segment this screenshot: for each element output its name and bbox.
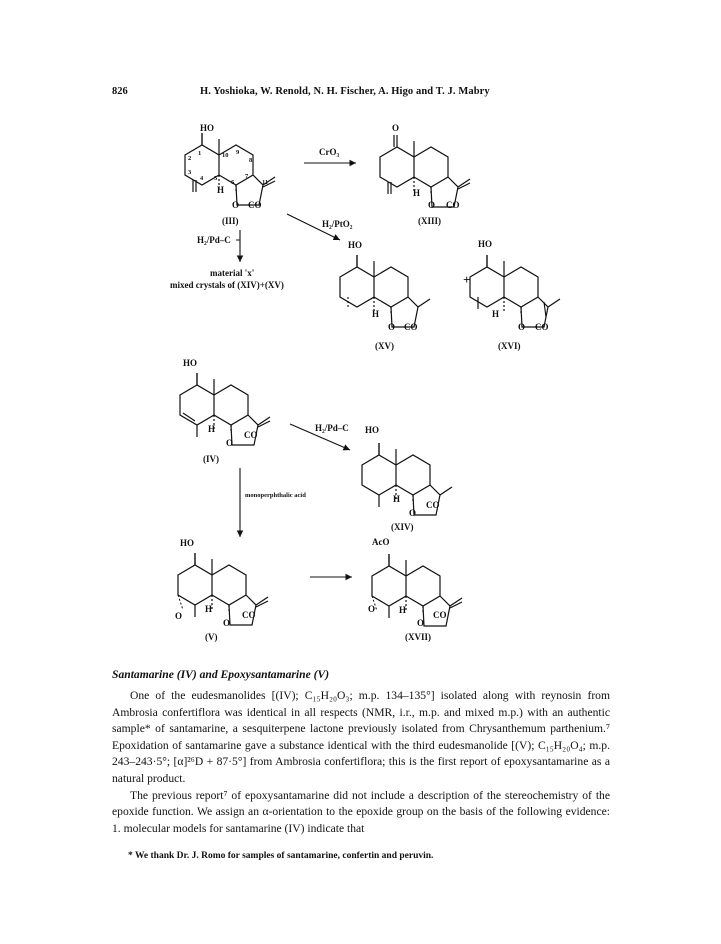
paragraph-1: One of the eudesmanolides [(IV); C₁₅H₂₀O₃; m.p. 134–135°] isolated along with reynosin from Ambrosia confertiflora was identical in all respects (NMR, i.r., m.p. and mixed m.p.) with an authentic sample* of santamarine, a sesquiterpene lactone previously isolated from Chrysanthemum parthenium.⁷ Epoxidation of santamarine gave a substance identical with the third eudesmanolide [(V); C₁₅H₂₀O₄; m.p. 243–243·5°; [α]²⁶D + 87·5°] from Ambrosia confertiflora; this is the first report of epoxysantamarine as a natural product. — [112, 689, 610, 785]
section-heading: Santamarine (IV) and Epoxysantamarine (V) — [112, 668, 330, 681]
o-atom-XV: O — [388, 322, 396, 332]
ho-group-XIV: HO — [365, 425, 380, 435]
co-group-XIV: CO — [426, 500, 440, 510]
o-atom-XVI: O — [518, 322, 526, 332]
h-atom-V: H — [205, 604, 213, 614]
running-header-authors: H. Yoshioka, W. Renold, N. H. Fischer, A. Higo and T. J. Mabry — [200, 86, 490, 97]
ho-group-V: HO — [180, 538, 195, 548]
ho-group-III: HO — [200, 123, 215, 133]
o-atom-XIII-ketone: O — [392, 123, 400, 133]
o-atom-XIV: O — [409, 508, 417, 518]
atom-number-10: 10 — [222, 152, 229, 159]
label-IV: (IV) — [203, 454, 219, 464]
h-atom-IV: H — [208, 424, 216, 434]
material-x-line1: material 'x' — [210, 268, 255, 278]
reagent-h2-pto2: H₂/PtO₂ — [322, 219, 353, 229]
atom-number-1: 1 — [198, 150, 202, 157]
h-atom-XVII: H — [399, 605, 407, 615]
atom-number-6: 6 — [231, 179, 235, 186]
atom-number-7: 7 — [245, 173, 249, 180]
h-atom-III: H — [217, 185, 225, 195]
ho-group-IV: HO — [183, 358, 198, 368]
body-text — [112, 688, 610, 837]
atom-number-4: 4 — [200, 175, 204, 182]
compound-XIII — [380, 135, 470, 207]
co-group-III: CO — [248, 200, 262, 210]
page-number: 826 — [112, 86, 128, 97]
o-atom-IV: O — [226, 438, 234, 448]
epoxide-o-XVII: O — [368, 604, 376, 614]
compound-XV — [340, 255, 430, 327]
atom-number-11: 11 — [262, 179, 269, 186]
label-III: (III) — [222, 216, 239, 226]
co-group-XV: CO — [404, 322, 418, 332]
co-group-XVII: CO — [433, 610, 447, 620]
aco-group-XVII: AcO — [372, 537, 390, 547]
label-V: (V) — [205, 632, 218, 642]
co-group-IV: CO — [244, 430, 258, 440]
material-x-line2: mixed crystals of (XIV)+(XV) — [170, 280, 284, 290]
ho-group-XVI: HO — [478, 239, 493, 249]
label-XV: (XV) — [375, 341, 394, 351]
atom-number-8: 8 — [249, 157, 253, 164]
o-atom-III: O — [232, 200, 240, 210]
co-group-V: CO — [242, 610, 256, 620]
label-XIII: (XIII) — [418, 216, 442, 226]
h-atom-XIV: H — [393, 494, 401, 504]
reagent-cro3: CrO₃ — [319, 147, 340, 157]
co-group-XIII: CO — [446, 200, 460, 210]
label-XVII: (XVII) — [405, 632, 431, 642]
footnote: * We thank Dr. J. Romo for samples of santamarine, confertin and peruvin. — [128, 851, 434, 861]
paragraph-2: The previous report⁷ of epoxysantamarine did not include a description of the stereochemistry of the epoxide function. We assign an α-orientation to the epoxide group on the basis of the following evidence: 1. molecular models for santamarine (IV) indicate that — [112, 788, 610, 835]
label-XVI: (XVI) — [498, 341, 521, 351]
plus-sign: + — [463, 272, 471, 287]
epoxide-o-V: O — [175, 611, 183, 621]
o-atom-XVII: O — [417, 618, 425, 628]
reagent-h2-pdc-left: H₂/Pd–C — [197, 235, 231, 245]
ho-group-XV: HO — [348, 240, 363, 250]
atom-number-2: 2 — [188, 155, 192, 162]
atom-number-3: 3 — [188, 169, 192, 176]
compound-XVII — [372, 554, 462, 626]
reagent-h2-pdc-mid: H₂/Pd–C — [315, 423, 349, 433]
co-group-XVI: CO — [535, 322, 549, 332]
compound-XVI — [470, 255, 560, 327]
h-atom-XVI: H — [492, 309, 500, 319]
atom-number-9: 9 — [236, 149, 240, 156]
h-atom-XV: H — [372, 309, 380, 319]
o-atom-V: O — [223, 618, 231, 628]
compound-III — [185, 133, 275, 205]
o-atom-XIII: O — [428, 200, 436, 210]
reagent-peracid: monoperphthalic acid — [245, 492, 306, 499]
h-atom-XIII: H — [413, 188, 421, 198]
label-XIV: (XIV) — [391, 522, 414, 532]
atom-number-5: 5 — [214, 175, 218, 182]
